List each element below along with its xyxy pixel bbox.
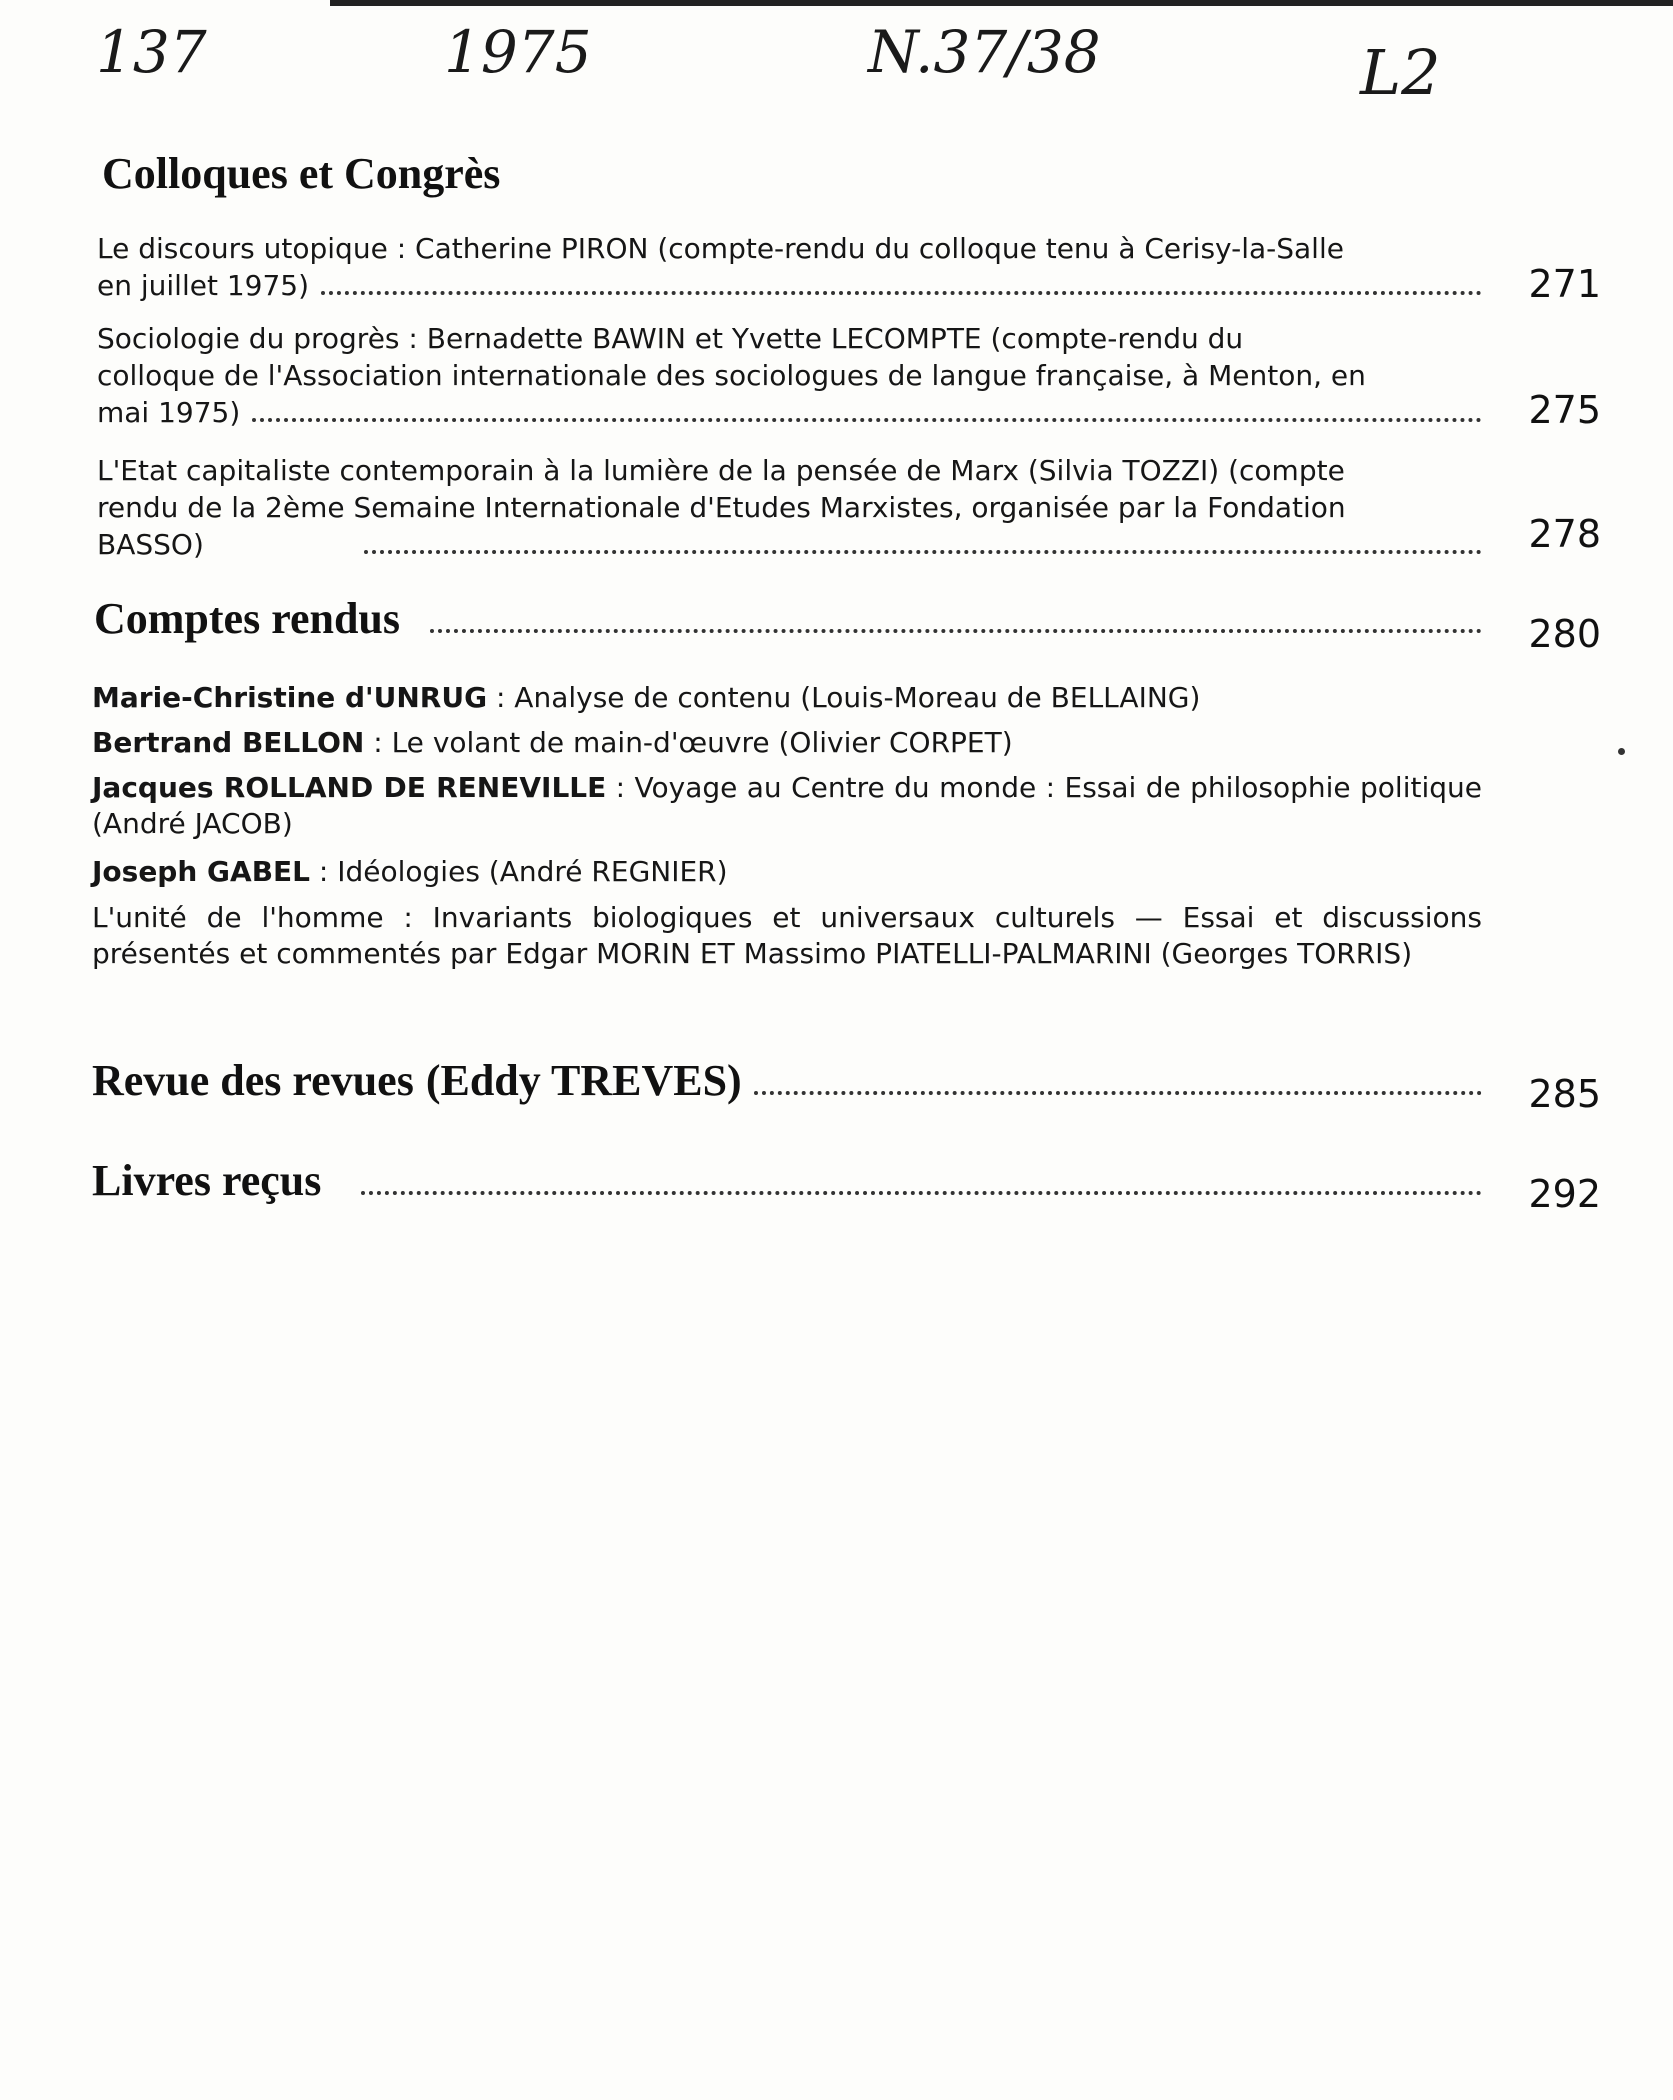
review-item[interactable] (92, 854, 1482, 890)
dot-leader (754, 1081, 1482, 1095)
entry-line: Le discours utopique : Catherine PIRON (compte-rendu du colloque tenu à Cerisy-la-Salle (97, 232, 1344, 265)
review-text: : Idéologies (André REGNIER) (310, 855, 728, 888)
entry-line: mai 1975) (97, 396, 241, 429)
page-number: 271 (1528, 262, 1601, 306)
entry-line: Sociologie du progrès : Bernadette BAWIN et Yvette LECOMPTE (compte-rendu du (97, 322, 1244, 355)
section-title-comptes: Comptes rendus (94, 594, 401, 643)
handwritten-issue: N.37/38 (868, 18, 1101, 86)
dot-leader (361, 1181, 1482, 1195)
handwritten-mark: L2 (1360, 36, 1441, 109)
handwritten-number: 137 (96, 18, 207, 86)
section-title-livres: Livres reçus (92, 1156, 322, 1205)
review-text: L'unité de l'homme : Invariants biologiques et universaux culturels — Essai et discussions présentés et commentés par Edgar MORIN ET Massimo PIATELLI-PALMARINI (Georges TORRIS) (92, 901, 1482, 970)
scan-speck (1618, 748, 1625, 755)
review-item[interactable] (92, 680, 1482, 716)
review-item[interactable] (92, 900, 1482, 972)
toc-entry-sociologie-progres[interactable] (97, 320, 1482, 431)
toc-entry-livres-recus[interactable] (92, 1156, 1482, 1205)
entry-line: BASSO) (97, 528, 204, 561)
toc-entry-discours-utopique[interactable] (97, 230, 1482, 304)
page-number: 275 (1528, 388, 1601, 432)
dot-leader (430, 619, 1482, 633)
review-text: : Le volant de main-d'œuvre (Olivier CORPET) (364, 726, 1013, 759)
dot-leader (321, 281, 1482, 295)
entry-line: en juillet 1975) (97, 269, 310, 302)
revue-note: (Eddy TREVES) (425, 1056, 742, 1105)
scan-top-edge (330, 0, 1673, 6)
page-number: 280 (1528, 612, 1601, 656)
handwritten-year: 1975 (444, 18, 592, 86)
toc-entry-etat-capitaliste[interactable] (97, 452, 1482, 563)
review-item[interactable] (92, 770, 1482, 842)
review-author: Joseph GABEL (92, 855, 310, 888)
entry-line: rendu de la 2ème Semaine Internationale d'Etudes Marxistes, organisée par la Fondation (97, 491, 1346, 524)
toc-entry-revue-des-revues[interactable] (92, 1056, 1482, 1105)
page-number: 278 (1528, 512, 1601, 556)
section-title-revue: Revue des revues (92, 1056, 414, 1105)
page-number: 285 (1528, 1072, 1601, 1116)
dot-leader (364, 540, 1482, 554)
entry-line: L'Etat capitaliste contemporain à la lumière de la pensée de Marx (Silvia TOZZI) (compte (97, 454, 1345, 487)
page-number: 292 (1528, 1172, 1601, 1216)
review-text: : Voyage au Centre du monde : Essai de philosophie politique (André JACOB) (92, 771, 1482, 840)
review-author: Bertrand BELLON (92, 726, 365, 759)
review-text: : Analyse de contenu (Louis-Moreau de BELLAING) (487, 681, 1201, 714)
toc-entry-comptes-rendus[interactable] (94, 594, 1482, 643)
dot-leader (252, 408, 1482, 422)
review-author: Jacques ROLLAND DE RENEVILLE (92, 771, 607, 804)
review-author: Marie-Christine d'UNRUG (92, 681, 488, 714)
review-item[interactable] (92, 725, 1482, 761)
entry-line: colloque de l'Association internationale des sociologues de langue française, à Menton, en (97, 359, 1366, 392)
section-title-colloques: Colloques et Congrès (102, 149, 501, 198)
